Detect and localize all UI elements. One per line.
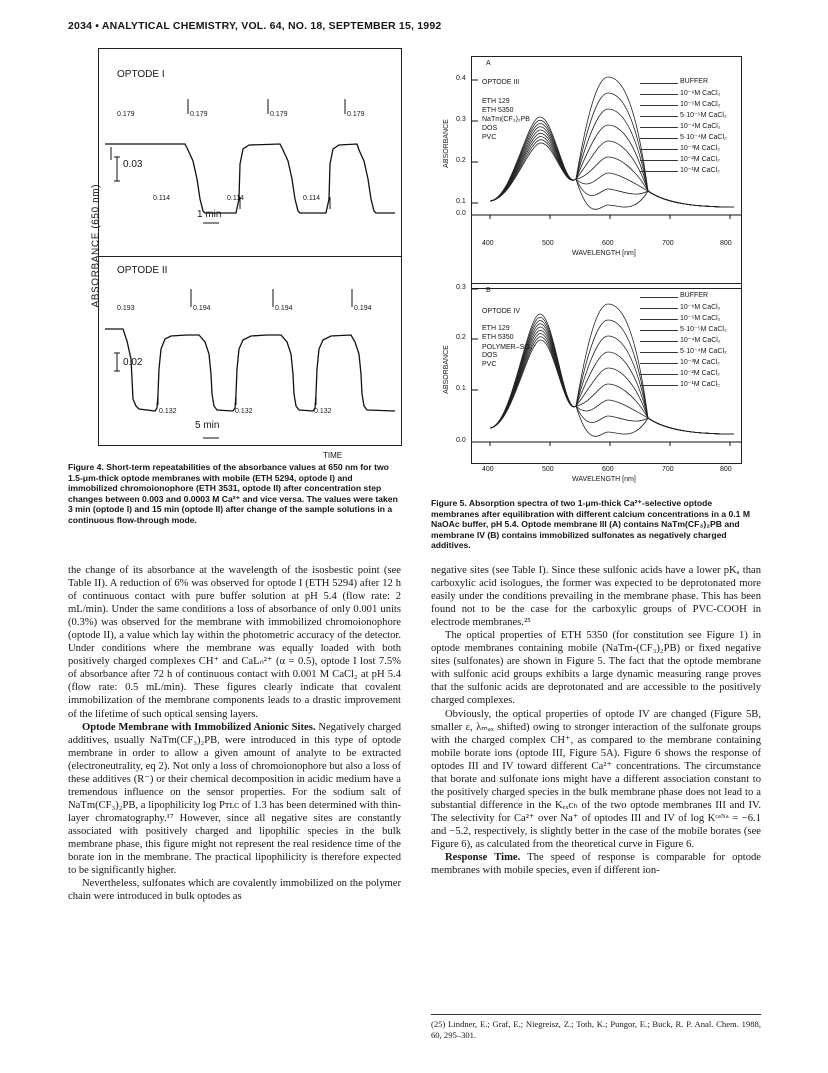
legend-entry: 10⁻⁵M CaCl₂: [680, 101, 721, 108]
panel-b-xtick: 800: [720, 466, 732, 473]
figure-5b: [471, 283, 742, 464]
figure-5-caption-head: Figure 5.: [431, 498, 467, 508]
panel-b-ytick: 0.1: [456, 385, 466, 392]
optode-2-low-label: 0.132: [159, 408, 177, 415]
legend-leader-line: [640, 341, 678, 342]
legend-leader-line: [640, 116, 678, 117]
panel-b-xlabel: WAVELENGTH [nm]: [572, 476, 636, 483]
legend-entry: 10⁻²M CaCl₂: [680, 156, 720, 163]
figure-4-caption: [68, 462, 401, 525]
section-heading: Response Time.: [445, 852, 521, 864]
legend-leader-line: [640, 149, 678, 150]
panel-b-component: PVC: [482, 361, 497, 368]
panel-a-xlabel: WAVELENGTH [nm]: [572, 250, 636, 257]
section-heading: Optode Membrane with Immobilized Anionic Sites.: [82, 721, 316, 733]
panel-b-component: POLYMER–SO₃⁻: [482, 344, 537, 351]
legend-entry: BUFFER: [680, 292, 708, 299]
legend-entry: 10⁻³M CaCl₂: [680, 145, 720, 152]
legend-leader-line: [640, 83, 678, 84]
optode-2-low-label: 0.132: [314, 408, 332, 415]
left-column: [68, 564, 401, 903]
panel-a-xtick: 700: [662, 240, 674, 247]
legend-entry: 10⁻¹M CaCl₂: [680, 381, 720, 388]
paragraph: the change of its absorbance at the wavelength of the isosbestic point (see Table II). A reduction of 6% was observed for optode I (ETH 5294) after 12 h of continuous contact with pure buffer solution at pH 5.4 (flow rate: 2 mL/min). Under the same conditions a loss of absorbance of only 0.001 units (0.3%) was observed for the membrane with immobilized chromoionophore (optode II), a value which lay within the photometric accuracy of the detector. Under conditions where the membrane was equally loaded with both positively charged complexes CH⁺ and CaLₙ²⁺ (α = 0.5), optode I lost 7.5% of absorbance after 72 h of continuous contact with 0.001 M CaCl₂ at pH 5.4 (flow rate: 0.5 mL/min). These figures clearly indicate that covalent immobilization of the membrane components leads to a drastic improvement of the lifetime of such optical sensing layers.: [68, 565, 401, 720]
panel-b-ytick: 0.0: [456, 437, 466, 444]
legend-leader-line: [640, 138, 678, 139]
panel-a-component: DOS: [482, 125, 498, 132]
paragraph: Nevertheless, sulfonates which are covalently immobilized on the polymer chain were introduced in bulk optodes as: [68, 878, 401, 903]
optode-1-high-label: 0.179: [270, 111, 288, 118]
panel-a-component: PVC: [482, 134, 497, 141]
legend-entry: 10⁻⁴M CaCl₂: [680, 337, 721, 344]
legend-entry: BUFFER: [680, 78, 708, 85]
legend-leader-line: [640, 352, 678, 353]
right-column: [431, 564, 761, 877]
legend-entry: 10⁻⁶M CaCl₂: [680, 90, 721, 97]
legend-leader-line: [640, 308, 678, 309]
panel-b-xtick: 400: [482, 466, 494, 473]
panel-a-ytick: 0.0: [456, 210, 466, 217]
panel-b-ytick: 0.2: [456, 334, 466, 341]
legend-entry: 10⁻³M CaCl₂: [680, 359, 720, 366]
legend-entry: 5·10⁻⁴M CaCl₂: [680, 348, 727, 355]
footnote: (25) Lindner, E.; Graf, E.; Niegreisz, Z.; Toth, K.; Pungor, E.; Buck, R. P. Anal. Chem. 1988, 60, 295–301.: [431, 1019, 761, 1040]
optode-1-title: OPTODE I: [117, 69, 165, 80]
optode-1-low-label: 0.114: [153, 195, 170, 202]
panel-b-component: ETH 5350: [482, 334, 514, 341]
page-header: 2034 • ANALYTICAL CHEMISTRY, VOL. 64, NO. 18, SEPTEMBER 15, 1992: [68, 20, 442, 32]
legend-entry: 5·10⁻⁵M CaCl₂: [680, 326, 727, 333]
optode-1-low-label: 0.114: [303, 195, 320, 202]
optode-1-scalebar-label: 0.03: [123, 159, 143, 170]
legend-leader-line: [640, 363, 678, 364]
panel-a-ytick: 0.4: [456, 75, 466, 82]
panel-b-xtick: 500: [542, 466, 554, 473]
optode-1-high-label: 0.179: [347, 111, 365, 118]
optode-2-high-label: 0.193: [117, 305, 135, 312]
panel-a-ylabel: ABSORBANCE: [442, 119, 450, 168]
panel-b-ytick: 0.3: [456, 284, 466, 291]
optode-1-timebar-label: 1 min: [197, 209, 222, 220]
panel-a-component: ETH 5350: [482, 107, 514, 114]
footnote-rule: [431, 1014, 761, 1015]
figure-4-ylabel: ABSORBANCE (650 nm): [90, 183, 102, 308]
panel-b-component: ETH 129: [482, 325, 510, 332]
legend-leader-line: [640, 160, 678, 161]
optode-2-low-label: 0.132: [235, 408, 253, 415]
paragraph: negative sites (see Table I). Since these sulfonic acids have a lower pKₐ than carboxylic acid isologues, the former was expected to be deprotonated more easily under the conditions prevailing in the membrane phase. This has been found not to be the case for the carboxylic groups of PVC-COOH in electrode membranes.²⁵: [431, 565, 761, 629]
optode-2-high-label: 0.194: [354, 305, 372, 312]
legend-entry: 10⁻⁵M CaCl₂: [680, 315, 721, 322]
legend-leader-line: [640, 297, 678, 298]
legend-leader-line: [640, 127, 678, 128]
figure-4-caption-head: Figure 4.: [68, 462, 104, 472]
figure-5-caption-text: Absorption spectra of two 1-μm-thick Ca²⁺-selective optode membranes after equilibration with different calcium concentrations in a 0.1 M NaOAc buffer, pH 5.4. Optode membrane III (A) contains NaTm(CF₃)₂PB and membrane IV (B) contains immobilized sulfonates as negatively charged additives.: [431, 498, 750, 550]
legend-entry: 10⁻¹M CaCl₂: [680, 167, 720, 174]
figure-4-xlabel: TIME: [323, 451, 343, 460]
legend-entry: 10⁻²M CaCl₂: [680, 370, 720, 377]
panel-b-xtick: 700: [662, 466, 674, 473]
optode-2-title: OPTODE II: [117, 265, 168, 276]
legend-leader-line: [640, 105, 678, 106]
legend-leader-line: [640, 330, 678, 331]
legend-leader-line: [640, 171, 678, 172]
panel-b-component: DOS: [482, 352, 498, 359]
optode-1-high-label: 0.179: [117, 111, 135, 118]
panel-b-ylabel: ABSORBANCE: [442, 345, 450, 394]
figure-4: [98, 48, 402, 446]
legend-leader-line: [640, 94, 678, 95]
legend-leader-line: [640, 385, 678, 386]
panel-b-xtick: 600: [602, 466, 614, 473]
figure-4-traces: [99, 49, 401, 445]
figure-4-caption-text: Short-term repeatabilities of the absorbance values at 650 nm for two 1.5-μm-thick optode membranes with mobile (ETH 5294, optode I) and immobilized chromoionophore (ETH 3531, optode II) after concentration step changes between 0.003 and 0.0003 M Ca²⁺ and vice versa. The values were taken 3 min (optode I) and 15 min (optode II) after change of the sample solutions in a continuous flow-through mode.: [68, 462, 398, 525]
paragraph: Optode Membrane with Immobilized Anionic Sites. Negatively charged additives, usually NaTm(CF₃)₂PB, were introduced in this type of optode membrane in order to allow a given amount of analyte to be extracted (electroneutrality, eq 2). Not only a loss of chromoionophore but also a loss of these additives (R⁻) or their chemical decomposition in acidic medium have a tremendous influence on the sensor properties. For the sodium salt of NaTm(CF₃)₂PB, a lipophilicity log Pᴛʟᴄ of 1.3 has been determined with thin-layer chromatography.¹⁷ However, since all negative sites are constantly associated with positively charged and lipophilic species in the bulk membrane phase, this figure might not represent the real residence time of the borate ion in the membrane. The practical lipophilicity is therefore expected to be significantly higher.: [68, 721, 401, 877]
legend-entry: 10⁻⁴M CaCl₂: [680, 123, 721, 130]
legend-entry: 5·10⁻⁴M CaCl₂: [680, 134, 727, 141]
figure-5-caption: [431, 498, 761, 551]
legend-leader-line: [640, 374, 678, 375]
optode-2-scalebar-label: 0.02: [123, 357, 143, 368]
panel-a-component: NaTm(CF₃)₂PB: [482, 116, 530, 123]
panel-a-ytick: 0.1: [456, 198, 466, 205]
paragraph: Obviously, the optical properties of optode IV are changed (Figure 5B, smaller ε, λₘₐₓ shifted) owing to stronger interaction of the sulfonate groups with the charged complex CH⁺, as compared to the membrane containing mobile borate ions (optode III, Figure 5A). Figure 6 shows the response of optodes III and IV toward different Ca²⁺ concentrations. The circumstance that borate and sulfonate ions might have a different association constant to the positively charged species in the bulk membrane phase does not lead to a substantial difference in the Kₑₓᴄₕ of the two optode membranes III and IV. The selectivity for Ca²⁺ over Na⁺ of optodes III and IV of log Kᶜᵃᴺᵃ = −6.1 and −5.2, respectively, is slightly better in the case of the mobile borates (see Figure 6), as calculated from the theoretical curve in Figure 6.: [431, 708, 761, 850]
panel-a-xtick: 600: [602, 240, 614, 247]
panel-a-ytick: 0.2: [456, 157, 466, 164]
panel-a-xtick: 500: [542, 240, 554, 247]
legend-leader-line: [640, 319, 678, 320]
panel-a-component: ETH 129: [482, 98, 510, 105]
paragraph: The optical properties of ETH 5350 (for constitution see Figure 1) in optode membranes containing mobile (NaTm-(CF₃)₂PB) or fixed negative sites (sulfonates) are shown in Figure 5. The fact that the optode membrane with sulfonic acid groups exhibits a large dynamic measuring range proves that the sulfonic acids are deprotonated and are accessible to the positively charged complexes.: [431, 630, 761, 707]
optode-1-high-label: 0.179: [190, 111, 208, 118]
legend-entry: 5·10⁻⁵M CaCl₂: [680, 112, 727, 119]
optode-2-high-label: 0.194: [193, 305, 211, 312]
panel-a-xtick: 400: [482, 240, 494, 247]
panel-b-letter: B: [486, 287, 491, 294]
panel-b-title: OPTODE IV: [482, 308, 520, 315]
panel-a-letter: A: [486, 60, 491, 67]
panel-a-title: OPTODE III: [482, 79, 520, 86]
optode-2-high-label: 0.194: [275, 305, 293, 312]
panel-a-ytick: 0.3: [456, 116, 466, 123]
optode-2-timebar-label: 5 min: [195, 420, 220, 431]
optode-1-low-label: 0.114: [227, 195, 244, 202]
paragraph: Response Time. The speed of response is comparable for optode membranes with mobile species, even if different ion-: [431, 852, 761, 877]
panel-a-xtick: 800: [720, 240, 732, 247]
legend-entry: 10⁻⁶M CaCl₂: [680, 304, 721, 311]
